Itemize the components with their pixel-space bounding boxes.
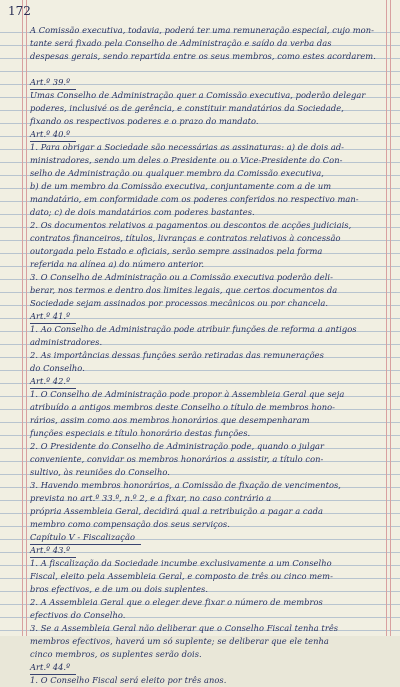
article-heading-text: Capítulo V - Fiscalização bbox=[30, 531, 141, 545]
handwritten-line: 3. Havendo membros honorários, a Comissão de fixação de vencimentos, bbox=[30, 480, 341, 490]
handwritten-line: ministradores, sendo um deles o Presidente ou o Vice-Presidente do Con- bbox=[30, 155, 343, 165]
handwritten-line: contratos financeiros, títulos, livranças e contratos relativos à concessão bbox=[30, 233, 341, 243]
article-heading-text: Art.º 42.º bbox=[30, 375, 76, 389]
handwritten-line: prevista no art.º 33.º, n.º 2, e a fixar, no caso contrário a bbox=[30, 493, 272, 503]
handwritten-line: selho de Administração ou qualquer membro da Comissão executiva, bbox=[30, 168, 324, 178]
handwritten-line: 1. A fiscalização da Sociedade incumbe exclusivamente a um Conselho bbox=[30, 558, 332, 568]
right-margin-line bbox=[386, 0, 387, 636]
article-heading-text: Art.º 44.º bbox=[30, 661, 76, 675]
handwritten-line: b) de um membro da Comissão executiva, conjuntamente com a de um bbox=[30, 181, 332, 191]
handwritten-line: 1. Para obrigar a Sociedade são necessárias as assinaturas: a) de dois ad- bbox=[30, 142, 345, 152]
handwritten-line: Sociedade sejam assinados por processos mecânicos ou por chancela. bbox=[30, 298, 329, 308]
article-heading bbox=[30, 128, 382, 141]
handwritten-line: rários, assim como aos membros honorários que desempenharam bbox=[30, 415, 310, 425]
handwritten-text-block bbox=[30, 24, 382, 685]
handwritten-line: 2. As importâncias dessas funções serão retiradas das remunerações bbox=[30, 350, 324, 360]
page-header-band bbox=[0, 0, 400, 20]
article-heading bbox=[30, 310, 382, 323]
article-heading bbox=[30, 544, 382, 557]
handwritten-line: sultivo, às reuniões do Conselho. bbox=[30, 467, 170, 477]
article-heading bbox=[30, 531, 382, 544]
handwritten-line: 1. O Conselho Fiscal será eleito por três anos. bbox=[30, 675, 227, 685]
handwritten-line: efectivos do Conselho. bbox=[30, 610, 126, 620]
handwritten-line: dato; c) de dois mandatários com poderes bastantes. bbox=[30, 207, 255, 217]
handwritten-line: 1. Ao Conselho de Administração pode atribuir funções de reforma a antigos bbox=[30, 324, 357, 334]
article-heading-text: Art.º 40.º bbox=[30, 128, 76, 142]
article-heading-text: Art.º 43.º bbox=[30, 544, 76, 558]
handwritten-line: tante será fixado pela Conselho de Administração e saído da verba das bbox=[30, 38, 332, 48]
handwritten-line: poderes, inclusivé os de gerência, e constituir mandatários da Sociedade, bbox=[30, 103, 344, 113]
handwritten-line: outorgada pelo Estado e oficiais, serão sempre assinados pela forma bbox=[30, 246, 323, 256]
handwritten-line: 3. Se a Assembleia Geral não deliberar que o Conselho Fiscal tenha três bbox=[30, 623, 339, 633]
article-heading bbox=[30, 375, 382, 388]
handwritten-line: Umas Conselho de Administração quer a Comissão executiva, poderão delegar bbox=[30, 90, 366, 100]
handwritten-line bbox=[30, 63, 382, 76]
handwritten-line: 3. O Conselho de Administração ou a Comissão executiva poderão deli- bbox=[30, 272, 333, 282]
handwritten-line: atribuído a antigos membros deste Conselho o título de membros hono- bbox=[30, 402, 336, 412]
handwritten-line: 1. O Conselho de Administração pode propor à Assembleia Geral que seja bbox=[30, 389, 345, 399]
article-heading bbox=[30, 76, 382, 89]
handwritten-line: administradores. bbox=[30, 337, 103, 347]
handwritten-line: funções especiais e título honorário destas funções. bbox=[30, 428, 251, 438]
handwritten-line: própria Assembleia Geral, decidirá qual a retribuição a pagar a cada bbox=[30, 506, 323, 516]
handwritten-line: membros efectivos, haverá um só suplente; se deliberar que ele tenha bbox=[30, 636, 329, 646]
handwritten-line: despesas gerais, sendo repartida entre os seus membros, como estes acordarem. bbox=[30, 51, 376, 61]
handwritten-line: do Conselho. bbox=[30, 363, 85, 373]
handwritten-line: Fiscal, eleito pela Assembleia Geral, e composto de três ou cinco mem- bbox=[30, 571, 333, 581]
article-heading bbox=[30, 661, 382, 674]
article-heading-text: Art.º 39.º bbox=[30, 76, 76, 90]
handwritten-line: mandatário, em conformidade com os poderes conferidos no respectivo man- bbox=[30, 194, 359, 204]
handwritten-line: fixando os respectivos poderes e o prazo do mandato. bbox=[30, 116, 259, 126]
handwritten-line: 2. A Assembleia Geral que o eleger deve fixar o número de membros bbox=[30, 597, 323, 607]
right-margin-line-outer bbox=[390, 0, 391, 636]
handwritten-line: conveniente, convidar os membros honorários a assistir, a título con- bbox=[30, 454, 324, 464]
handwritten-line: 2. O Presidente do Conselho de Administração pode, quando o julgar bbox=[30, 441, 325, 451]
page-number: 172 bbox=[8, 4, 31, 18]
handwritten-line: bros efectivos, e de um ou dois suplentes. bbox=[30, 584, 209, 594]
handwritten-line: A Comissão executiva, todavia, poderá ter uma remuneração especial, cujo mon- bbox=[30, 25, 374, 35]
handwritten-line: referida na alínea a) do número anterior. bbox=[30, 259, 205, 269]
left-margin-line bbox=[22, 0, 23, 636]
handwritten-line: membro como compensação dos seus serviços. bbox=[30, 519, 230, 529]
handwritten-line: cinco membros, os suplentes serão dois. bbox=[30, 649, 202, 659]
article-heading-text: Art.º 41.º bbox=[30, 310, 76, 324]
left-margin-line-inner bbox=[26, 0, 27, 636]
handwritten-line: berar, nos termos e dentro dos limites legais, que certos documentos da bbox=[30, 285, 338, 295]
handwritten-line: 2. Os documentos relativos a pagamentos ou descontos de acções judiciais, bbox=[30, 220, 352, 230]
